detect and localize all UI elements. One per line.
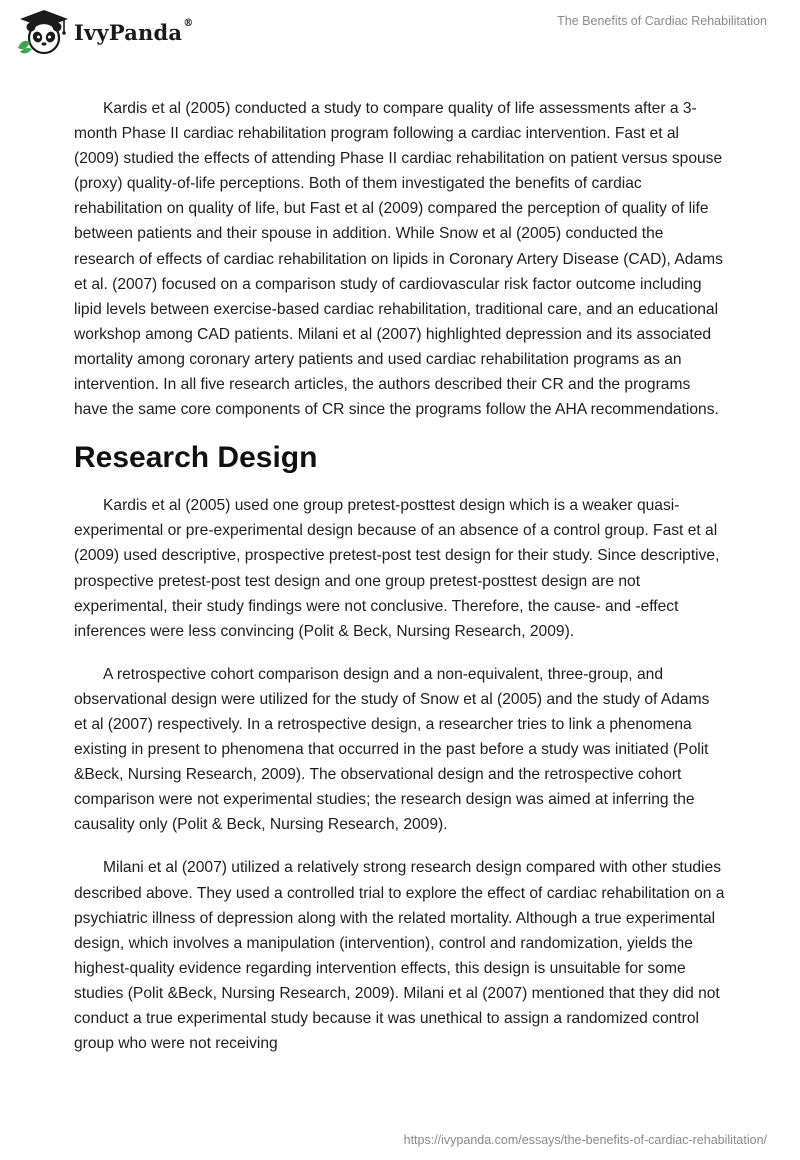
brand-name: IvyPanda® <box>74 17 194 45</box>
page-header <box>0 0 800 60</box>
paragraph-intro-comparison: Kardis et al (2005) conducted a study to compare quality of life assessments after a 3-month Phase II cardiac rehabilitation program following a cardiac intervention. Fast et al (2009) studied the effects of attending Phase II cardiac rehabilitation on patient versus spouse (proxy) quality-of-life perceptions. Both of them investigated the benefits of cardiac rehabilitation on quality of life, but Fast et al (2009) compared the perception of quality of life between patients and their spouse in addition. While Snow et al (2005) conducted the research of effects of cardiac rehabilitation on lipids in Coronary Artery Disease (CAD), Adams et al. (2007) focused on a comparison study of cardiovascular risk factor outcome including lipid levels between exercise-based cardiac rehabilitation, traditional care, and an educational workshop among CAD patients. Milani et al (2007) highlighted depression and its associated mortality among coronary artery patients and used cardiac rehabilitation programs as an intervention. In all five research articles, the authors described their CR and the programs have the same core components of CR since the programs follow the AHA recommendations. <box>74 100 723 419</box>
section-heading-research-design: Research Design <box>74 441 318 475</box>
essay-content <box>74 96 726 1074</box>
document-title: The Benefits of Cardiac Rehabilitation <box>557 14 767 28</box>
paragraph-milani-design: Milani et al (2007) utilized a relatively strong research design compared with other studies described above. They used a controlled trial to explore the effect of cardiac rehabilitation on a psychiatric illness of depression along with the related mortality. Although a true experimental design, which involves a manipulation (intervention), control and randomization, yields the highest-quality evidence regarding intervention effects, this design is unsuitable for some studies (Polit &Beck, Nursing Research, 2009). Milani et al (2007) mentioned that they did not conduct a true experimental study because it was unethical to assign a randomized control group who were not receiving <box>74 859 725 1053</box>
source-url[interactable]: https://ivypanda.com/essays/the-benefits-of-cardiac-rehabilitation/ <box>403 1133 767 1147</box>
paragraph-snow-adams-design: A retrospective cohort comparison design and a non-equivalent, three-group, and observational design were utilized for the study of Snow et al (2005) and the study of Adams et al (2007) respectively. In a retrospective design, a researcher tries to link a phenomena existing in present to phenomena that occurred in the past before a study was initiated (Polit &Beck, Nursing Research, 2009). The observational design and the retrospective cohort comparison were not experimental studies; the research design was aimed at inferring the causality only (Polit & Beck, Nursing Research, 2009). <box>74 665 710 834</box>
paragraph-kardis-fast-design: Kardis et al (2005) used one group pretest-posttest design which is a weaker quasi-experimental or pre-experimental design because of an absence of a control group. Fast et al (2009) used descriptive, prospective pretest-post test design for their study. Since descriptive, prospective pretest-post test design and one group pretest-posttest design are not experimental, their study findings were not conclusive. Therefore, the cause- and -effect inferences were less convincing (Polit & Beck, Nursing Research, 2009). <box>74 497 720 640</box>
ivypanda-logo[interactable] <box>14 8 193 56</box>
panda-graduate-icon <box>14 8 70 56</box>
